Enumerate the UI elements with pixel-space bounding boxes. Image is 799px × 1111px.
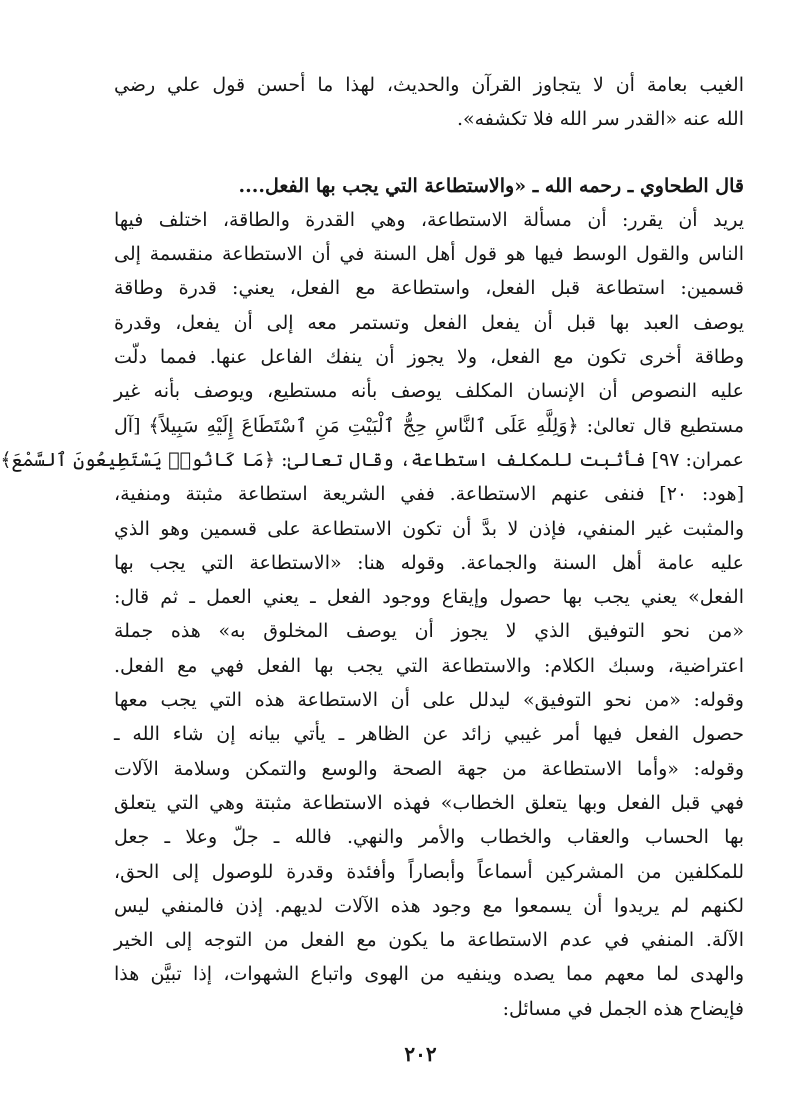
- text-line: الآلة. المنفي في عدم الاستطاعة ما يكون مع الفعل من التوجه إلى الخير: [114, 929, 744, 952]
- text-line: فهي قبل الفعل وبها يتعلق الخطاب» فهذه الاستطاعة مثبتة وهي التي يتعلق: [114, 791, 744, 814]
- text-line: حصول الفعل فيها أمر غيبي زائد عن الظاهر ـ يأتي بيانه إن شاء الله ـ: [114, 723, 744, 746]
- text-line: الله عنه «القدر سر الله فلا تكشفه».: [456, 108, 744, 131]
- text-line: يريد أن يقرر: أن مسألة الاستطاعة، وهي القدرة والطاقة، اختلف فيها: [114, 208, 744, 231]
- text-line: الغيب بعامة أن لا يتجاوز القرآن والحديث، لهذا ما أحسن قول علي رضي: [114, 74, 744, 96]
- section-heading-block: [114, 169, 744, 203]
- text-line: بها الحساب والعقاب والخطاب والأمر والنهي. فالله ـ جلّ وعلا ـ جعل: [114, 826, 744, 849]
- quran-verse-line: عمران: ٩٧] فأثبت للمكلف استطاعة، وقال تعالىٰ: ﴿مَا كَانُوا۟ يَسْتَطِيعُونَ ٱلسَّمْعَ﴾: [0, 448, 744, 471]
- text-line: اعتراضية، وسبك الكلام: والاستطاعة التي يجب بها الفعل فهي مع الفعل.: [114, 654, 744, 677]
- text-line: وقوله: «من نحو التوفيق» ليدلل على أن الاستطاعة هذه التي يجب معها: [114, 689, 744, 712]
- section-heading: قال الطحاوي ـ رحمه الله ـ «والاستطاعة التي يجب بها الفعل....: [238, 174, 744, 197]
- text-line: والمثبت غير المنفي، فإذن لا بدَّ أن تكون الاستطاعة على قسمين وهو الذي: [114, 517, 744, 540]
- page-number: ٢٠٢: [404, 1042, 437, 1066]
- text-line: وقوله: «وأما الاستطاعة من جهة الصحة والوسع والتمكن وسلامة الآلات: [114, 757, 745, 780]
- text-line: [هود: ٢٠] فنفى عنهم الاستطاعة. ففي الشريعة استطاعة مثبتة ومنفية،: [114, 483, 744, 506]
- text-line: يوصف العبد بها قبل أن يفعل الفعل وتستمر معه إلى أن يفعل، وقدرة: [114, 311, 744, 334]
- text-line: قسمين: استطاعة قبل الفعل، واستطاعة مع الفعل، يعني: قدرة وطاقة: [114, 277, 744, 300]
- text-line: الناس والقول الوسط فيها هو قول أهل السنة في أن الاستطاعة منقسمة إلى: [114, 243, 744, 266]
- text-line: «من نحو التوفيق الذي لا يجوز أن يوصف المخلوق به» هذه جملة: [114, 620, 744, 643]
- text-line: وطاقة أخرى تكون مع الفعل، ولا يجوز أن ينفك الفاعل عنها. فمما دلّت: [114, 346, 744, 369]
- paragraph-spacer: [114, 137, 744, 169]
- text-line: فإيضاح هذه الجمل في مسائل:: [502, 997, 744, 1020]
- text-line: الفعل» يعني يجب بها حصول وإيقاع ووجود الفعل ـ يعني العمل ـ ثم قال:: [114, 586, 744, 609]
- quran-verse-line: مستطيع قال تعالىٰ: ﴿وَلِلَّهِ عَلَى ٱلنَّاسِ حِجُّ ٱلْبَيْتِ مَنِ ٱسْتَطَاعَ إِلَيْهِ سَبِيلاً﴾ [آل: [114, 414, 744, 437]
- paragraph-commentary: [0, 203, 745, 1026]
- text-line: لكنهم لم يريدوا أن يسمعوا مع وجود هذه الآلات لديهم. إذن فالمنفي ليس: [114, 894, 744, 917]
- text-line: عليه النصوص أن الإنسان المكلف يوصف بأنه مستطيع، ويوصف بأنه غير: [114, 380, 744, 403]
- text-line: والهدى لما معهم مما يصده وينفيه من الهوى واتباع الشهوات، إذا تبيَّن هذا: [114, 963, 744, 986]
- text-line: عليه عامة أهل السنة والجماعة. وقوله هنا: «الاستطاعة التي يجب بها: [114, 551, 744, 574]
- paragraph-intro: [114, 68, 744, 137]
- page-body: [0, 68, 745, 1026]
- text-line: للمكلفين من المشركين أسماعاً وأبصاراً وأفئدة وقدرة للوصول إلى الحق،: [114, 860, 744, 883]
